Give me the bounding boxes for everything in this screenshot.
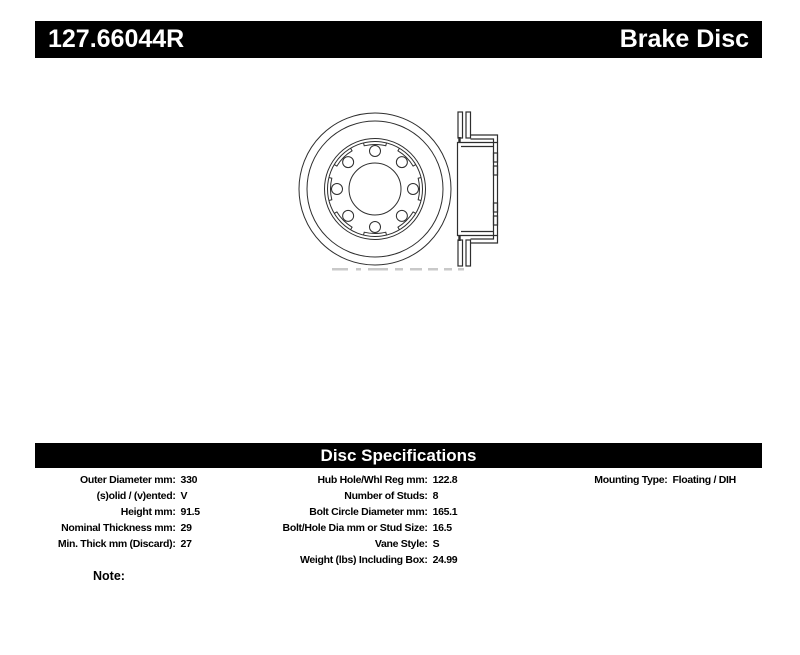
side-bottom-plate-right xyxy=(466,240,471,266)
spec-column-left xyxy=(35,472,277,568)
spec-value: 27 xyxy=(180,538,192,550)
outer-diameter-circle xyxy=(299,113,451,265)
spec-value: V xyxy=(180,490,188,502)
spec-row-bolt-circle xyxy=(277,504,519,520)
spec-label: Mounting Type: xyxy=(594,474,668,486)
spec-label: Bolt Circle Diameter mm: xyxy=(309,506,428,518)
note-label: Note: xyxy=(93,569,125,583)
spec-section-header xyxy=(35,443,762,468)
spec-label: Height mm: xyxy=(120,506,176,518)
hat-outer-circle xyxy=(325,139,426,240)
spec-value: 29 xyxy=(180,522,192,534)
lug-hole xyxy=(343,210,354,221)
side-bottom-flange xyxy=(471,232,498,243)
part-number: 127.66044R xyxy=(48,25,185,53)
lug-hole xyxy=(408,184,419,195)
side-top-plate-left xyxy=(458,112,463,138)
lug-holes xyxy=(332,146,419,233)
front-view xyxy=(299,113,451,265)
spec-row-min-thickness xyxy=(35,536,277,552)
spec-label: Hub Hole/Whl Reg mm: xyxy=(317,474,428,486)
spec-value: 24.99 xyxy=(432,554,458,566)
spec-value: 165.1 xyxy=(432,506,458,518)
spec-row-bolt-hole-dia xyxy=(277,520,519,536)
spec-row-hub-hole xyxy=(277,472,519,488)
lug-hole xyxy=(396,210,407,221)
spec-label: Min. Thick mm (Discard): xyxy=(57,538,176,550)
spec-value: 8 xyxy=(432,490,439,502)
spec-row-weight xyxy=(277,552,519,568)
side-hat-drum xyxy=(458,143,498,236)
side-hat-inner-wall xyxy=(461,147,494,232)
spec-table xyxy=(35,472,762,568)
spec-label: Outer Diameter mm: xyxy=(80,474,176,486)
spec-label: Bolt/Hole Dia mm or Stud Size: xyxy=(282,522,428,534)
product-type-title: Brake Disc xyxy=(619,25,749,53)
lug-hole xyxy=(396,157,407,168)
side-view xyxy=(458,112,498,266)
spec-row-outer-diameter xyxy=(35,472,277,488)
spec-row-height xyxy=(35,504,277,520)
center-bore-circle xyxy=(349,163,401,215)
spec-label: (s)olid / (v)ented: xyxy=(96,490,176,502)
spec-label: Number of Studs: xyxy=(344,490,428,502)
spec-value: 16.5 xyxy=(432,522,452,534)
spec-row-nominal-thickness xyxy=(35,520,277,536)
spec-value: 330 xyxy=(180,474,198,486)
lug-hole xyxy=(370,146,381,157)
spec-value: 122.8 xyxy=(432,474,458,486)
brake-disc-drawing-svg xyxy=(290,100,510,280)
spec-column-right xyxy=(520,472,762,568)
lug-hole xyxy=(343,157,354,168)
header-bar xyxy=(35,21,762,58)
spec-row-solid-vented xyxy=(35,488,277,504)
spec-label: Weight (lbs) Including Box: xyxy=(299,554,428,566)
spec-row-vane-style xyxy=(277,536,519,552)
faint-watermark-text xyxy=(332,268,464,271)
spec-value: Floating / DIH xyxy=(672,474,736,486)
lug-hole xyxy=(332,184,343,195)
spec-column-middle xyxy=(277,472,519,568)
spec-section-title: Disc Specifications xyxy=(320,445,477,465)
side-top-flange xyxy=(471,135,498,146)
side-bottom-plate-left xyxy=(458,240,463,266)
spec-label: Nominal Thickness mm: xyxy=(61,522,176,534)
hat-inner-circle xyxy=(328,142,423,237)
spec-value: S xyxy=(432,538,440,550)
brake-disc-drawing xyxy=(290,100,510,280)
spec-row-mounting-type xyxy=(520,472,762,488)
lug-hole xyxy=(370,222,381,233)
spec-value: 91.5 xyxy=(180,506,200,518)
side-top-plate-right xyxy=(466,112,471,138)
spec-row-number-of-studs xyxy=(277,488,519,504)
spec-label: Vane Style: xyxy=(374,538,428,550)
